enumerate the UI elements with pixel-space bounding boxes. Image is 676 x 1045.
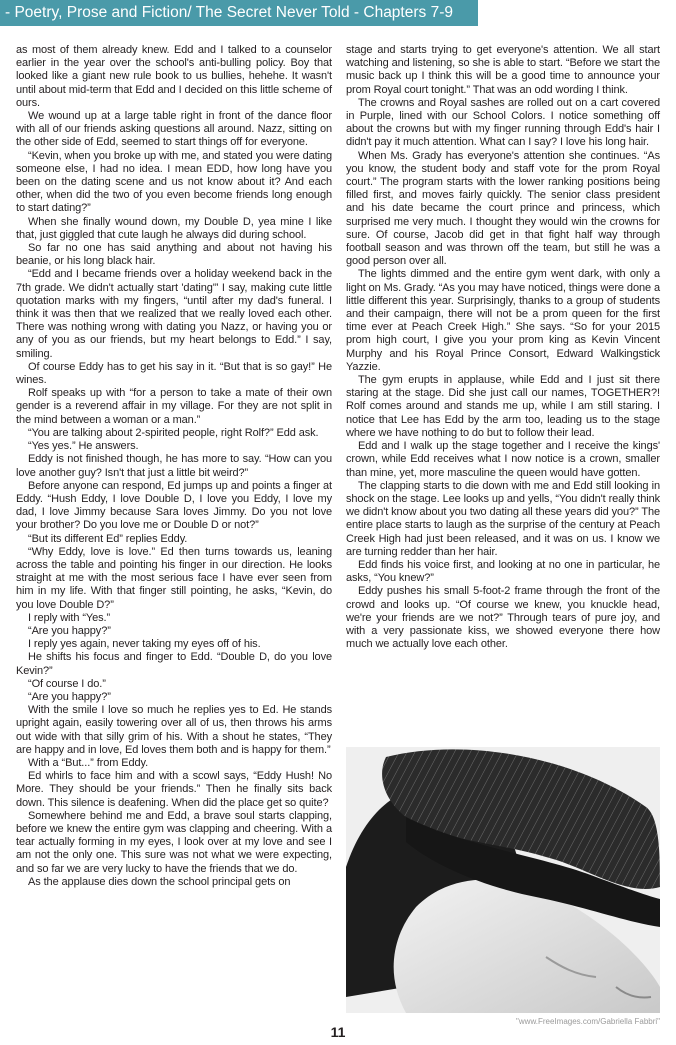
paragraph: The gym erupts in applause, while Edd and I just sit there staring at the stage. Did she just call our names, TOGETHER?! Rolf comes around and stands me up, while I am still staring. I notice that Lee has Edd by the arm too, leading us to the stage where we have nothing to do but to follow their lead. <box>346 374 660 439</box>
paragraph: We wound up at a large table right in front of the dance floor with all of our friends asking questions all around. Nazz, sitting on the other side of Edd, seemed to start things off for everyone. <box>16 110 332 149</box>
paragraph: “Are you happy?” <box>28 624 111 637</box>
paragraph: As the applause dies down the school principal gets on <box>28 875 291 888</box>
paragraph: With the smile I love so much he replies yes to Ed. He stands upright again, easily towering over all of us, then throws his arms out wide with that silly grim of his. With a shout he states, “They are happy and in love, Ed loves them both and is happy for them.” <box>16 704 332 756</box>
article-right-column <box>346 44 660 651</box>
photo-boy-in-pinstripe-cap <box>346 747 660 1013</box>
paragraph: So far no one has said anything and about not having his beanie, or his long black hair. <box>16 242 332 268</box>
paragraph: When Ms. Grady has everyone's attention she continues. “As you know, the student body and staff vote for the prom Royal court.” The program starts with the lower ranking positions being filled first, and moves fairly quickly. The senior class president and his date became the court prince and princess, which surprised me very much. I thought they would win the crowns for sure. Of course, Jacob did get in that fight half way through football season and was thrown off the team, but still he was a good person over all. <box>346 149 660 268</box>
section-header-banner <box>0 0 478 26</box>
paragraph: “Of course I do.” <box>28 677 106 690</box>
paragraph: With a “But...” from Eddy. <box>28 756 149 769</box>
paragraph: “Kevin, when you broke up with me, and stated you were dating someone else, I had no idea. I mean EDD, how long have you been on the dating scene and us not know about it? And each other, when did the two of you even become friends long enough to start dating?” <box>16 149 332 215</box>
paragraph: Of course Eddy has to get his say in it. “But that is so gay!” He wines. <box>16 360 332 387</box>
article-left-column <box>16 44 332 889</box>
paragraph: When she finally wound down, my Double D, yea mine I like that, just giggled that cute laugh he always did during school. <box>16 215 332 241</box>
photo-credit: "www.FreeImages.com/Gabriella Fabbri" <box>516 1017 660 1026</box>
paragraph: “But its different Ed” replies Eddy. <box>28 532 188 545</box>
paragraph: He shifts his focus and finger to Edd. “Double D, do you love Kevin?” <box>16 651 332 677</box>
paragraph: Eddy pushes his small 5-foot-2 frame through the front of the crowd and looks up. “Of course we knew, you knuckle head, we're your friends are we not?” Through tears of pure joy, and with a very passionate kiss, we showed everyone there how much we actually love each other. <box>346 585 660 651</box>
paragraph: Eddy is not finished though, he has more to say. “How can you love another guy? Isn't that just a little bit weird?” <box>16 453 332 479</box>
paragraph: “Are you happy?” <box>28 690 111 703</box>
photo-illustration <box>346 747 660 1013</box>
section-header-title: - Poetry, Prose and Fiction/ The Secret Never Told - Chapters 7-9 <box>5 4 453 21</box>
paragraph: Ed whirls to face him and with a scowl says, “Eddy Hush! No More. They should be your friends.” Then he finally sits back down. This silence is deafening. When did the place get so quite? <box>16 770 332 809</box>
paragraph: “Edd and I became friends over a holiday weekend back in the 7th grade. We didn't actually start 'dating'” I say, making cute little quotation marks with my fingers, “until after my dad's funeral. I think it was then that we realized that we really loved each other. There was nothing wrong with dating you Nazz, or having you or any of you as our friends, but my heart belongs to Edd.” I say, smiling. <box>16 268 332 360</box>
page-number: 11 <box>330 1024 346 1040</box>
paragraph: “Yes yes.” He answers. <box>28 440 139 453</box>
paragraph: The clapping starts to die down with me and Edd still looking in shock on the stage. Lee looks up and yells, “You didn't really think we didn't know about you two dating all these years did you?” The entire place starts to laugh as the surprise of the century at Peach Creek High had just been released, and it was on us. I know we are turning redder than her hair. <box>346 479 660 558</box>
paragraph: The lights dimmed and the entire gym went dark, with only a light on Ms. Grady. “As you may have noticed, things were done a little different this year. Surprisingly, thanks to a group of students and their campaign, there will not be a prom queen for the first time ever at Peach Creek High.” She says. “So for your 2015 prom high court, I give you your prom king as Kevin Vincent Murphy and his Royal Prince Consort, Edward Walkingstick Yazzie. <box>346 268 660 373</box>
paragraph: I reply with “Yes.” <box>28 611 111 624</box>
paragraph: The crowns and Royal sashes are rolled out on a cart covered in Purple, lined with our School Colors. I notice something off about the crowns but with my finger running through Edd's hair I didn't pay it much attention. What can I say? I love his long hair. <box>346 96 660 149</box>
paragraph: as most of them already knew. Edd and I talked to a counselor earlier in the year over the school's anti-bulling policy. Boy that looked like a giant new rule book to us bullies, hehehe. It wasn't until about mid-term that Edd and I decided on this little scheme of ours. <box>16 44 332 109</box>
paragraph: Edd finds his voice first, and looking at no one in particular, he asks, “You knew?” <box>346 558 660 585</box>
paragraph: Rolf speaks up with “for a person to take a mate of their own gender is a reverend affair in my village. For they are not split in the mind between a woman or a man.” <box>16 387 332 426</box>
paragraph: “Why Eddy, love is love.” Ed then turns towards us, leaning across the table and pointing his finger in our direction. He looks straight at me with the most serious face I have ever seen from him in my life. With that finger still pointing, he asks, “Kevin, do you love Double D?” <box>16 545 332 611</box>
paragraph: Before anyone can respond, Ed jumps up and points a finger at Eddy. “Hush Eddy, I love Double D, I love you Eddy, I love my dad, I love Jimmy because Sara loves Jimmy. Do you not love your brother? Do you love me or Double D or not?” <box>16 479 332 532</box>
paragraph: “You are talking about 2-spirited people, right Rolf?” Edd ask. <box>28 426 319 439</box>
paragraph: Edd and I walk up the stage together and I receive the kings' crown, while Edd receives what I now notice is a crown, smaller than mine, yet, more masculine the queen would have gotten. <box>346 440 660 479</box>
paragraph: Somewhere behind me and Edd, a brave soul starts clapping, before we knew the entire gym was clapping and cheering. With a tear actually forming in my eyes, I look over at my love and see I am not the only one. This sure was not what we were expecting, and so far we are very lucky to have the friends that we do. <box>16 809 332 875</box>
paragraph: I reply yes again, never taking my eyes off of his. <box>28 638 261 651</box>
paragraph: stage and starts trying to get everyone's attention. We all start watching and listening, so she is able to start. “Before we start the music back up I think this will be a good time to announce your prom Royal court tonight.” That was an odd wording I think. <box>346 44 660 96</box>
